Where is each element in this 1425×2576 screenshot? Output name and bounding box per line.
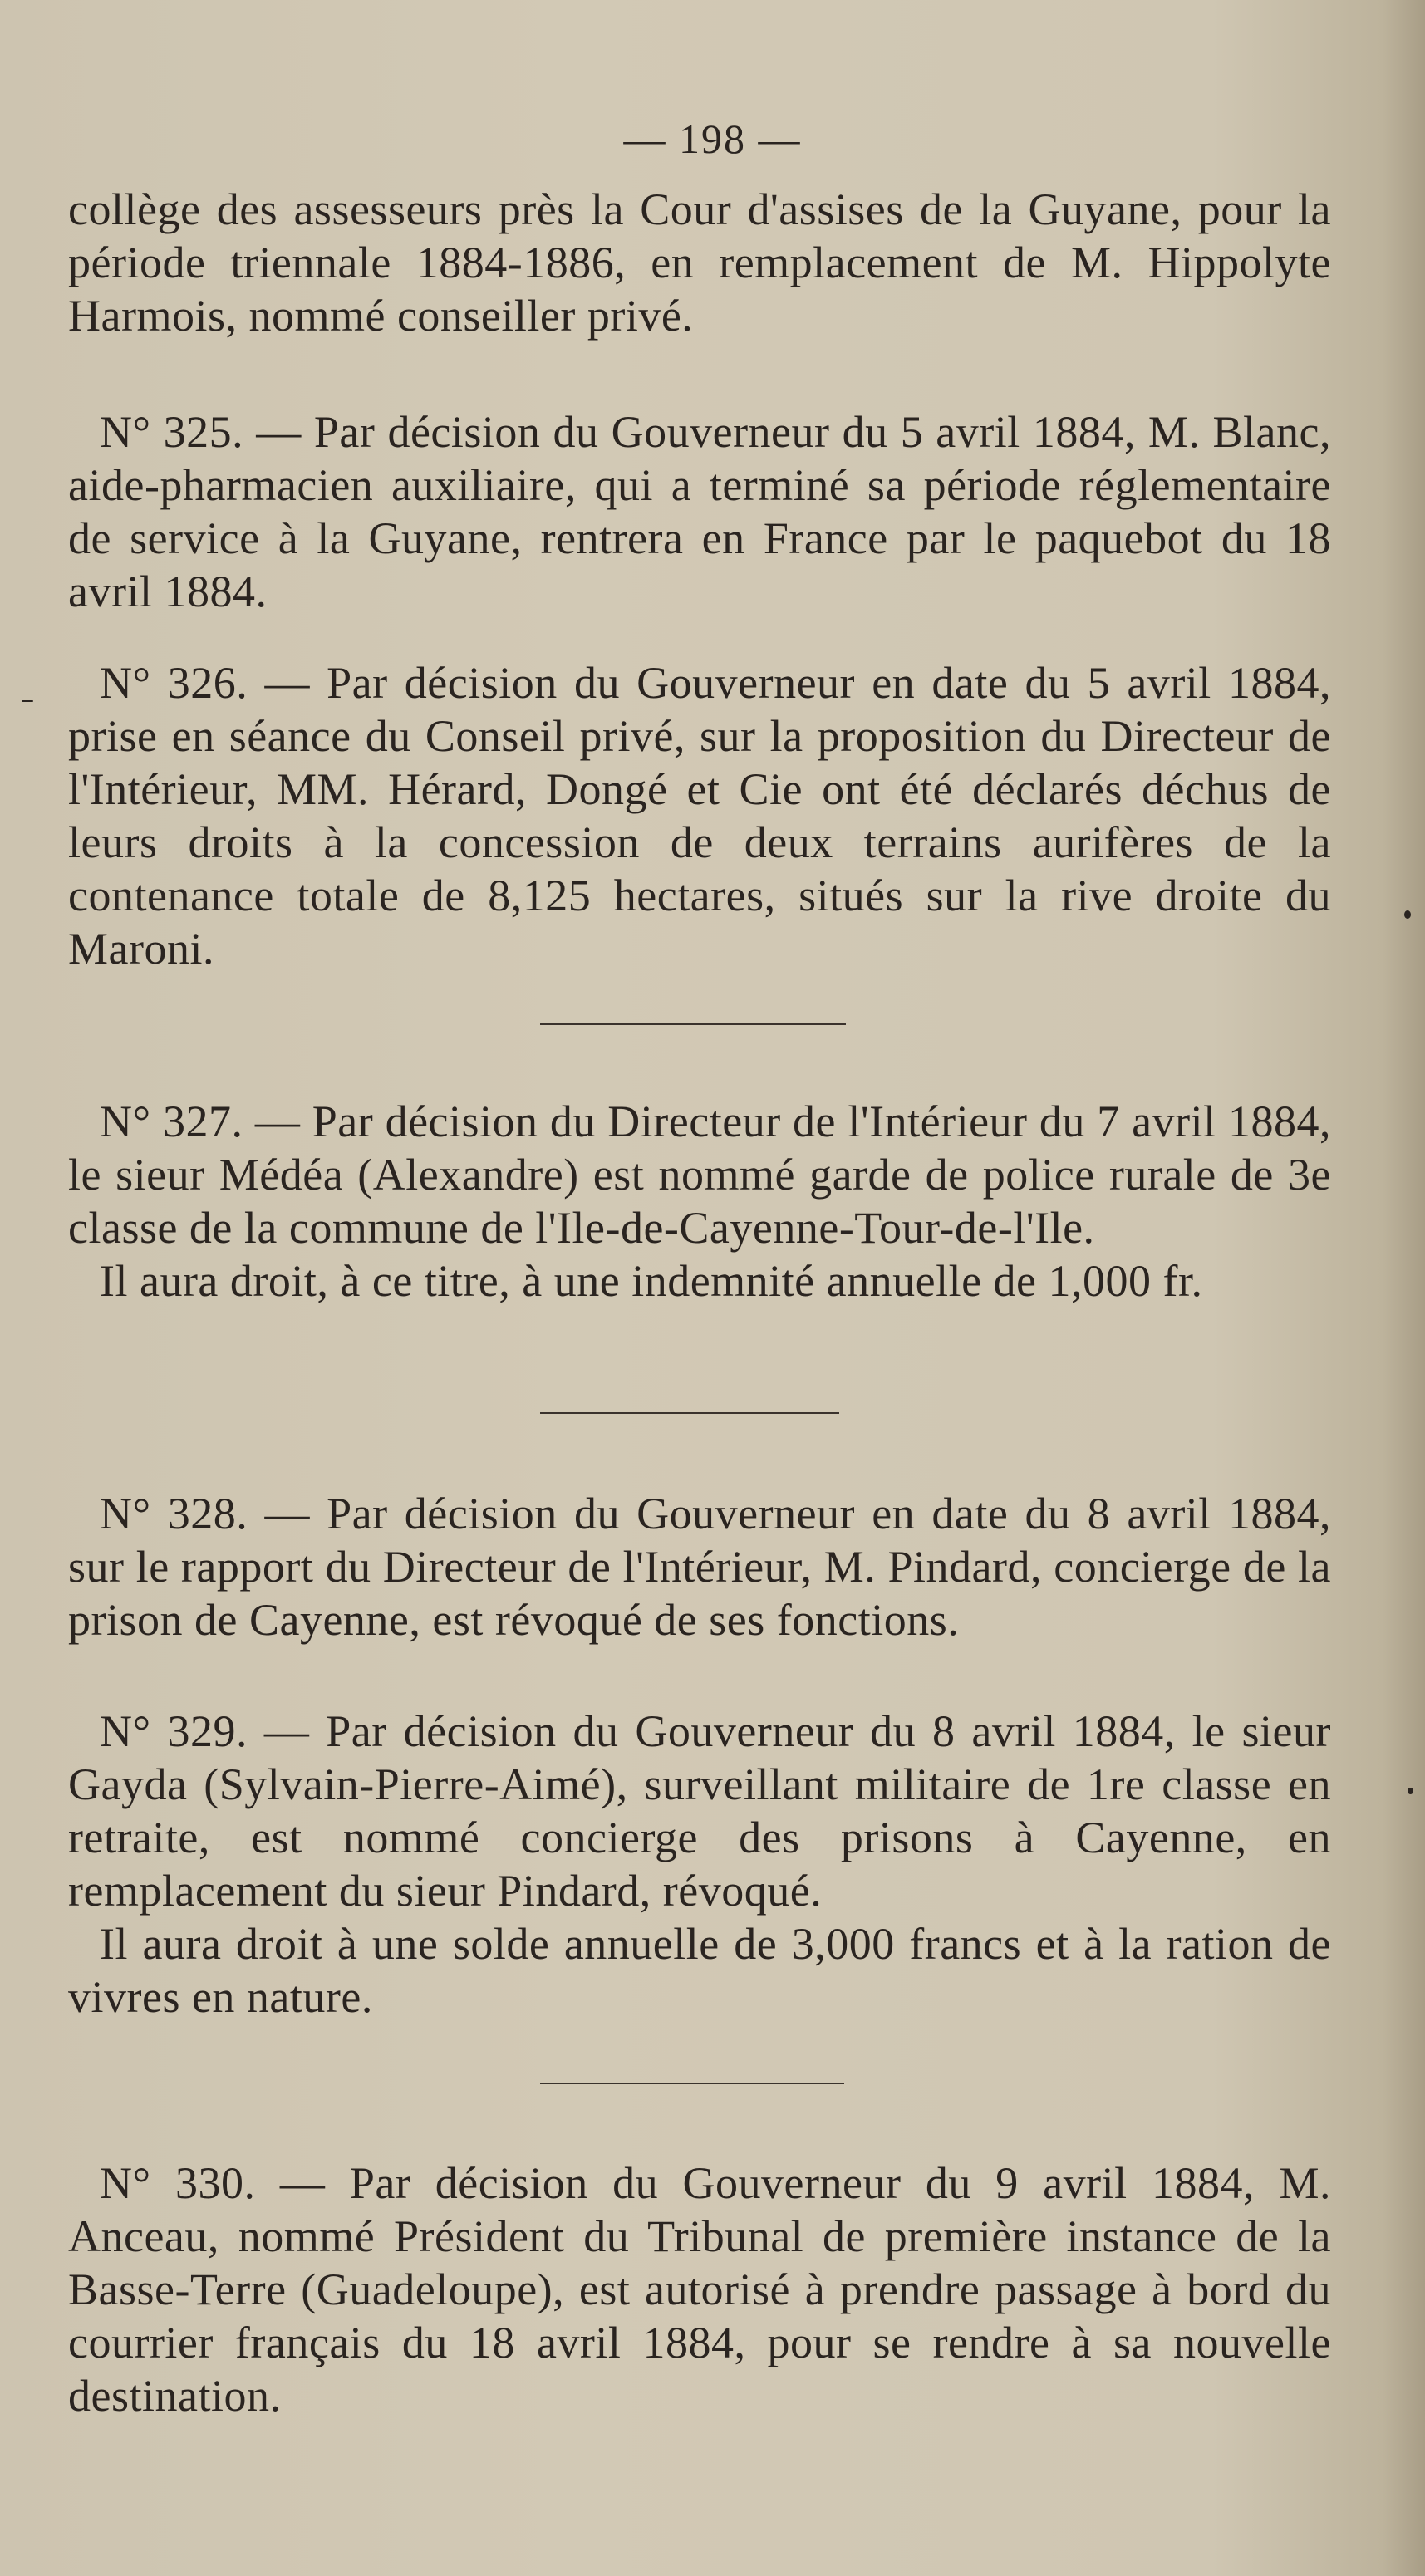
entry-325: [68, 405, 1331, 618]
paragraph: N° 330. — Par décision du Gouverneur du 9 avril 1884, M. Anceau, nommé Président du Tribunal de première instance de la Basse-Terre (Guadeloupe), est autorisé à prendre passage à bord du courrier français du 18 avril 1884, pour se rendre à sa nouvelle destination.: [68, 2158, 1331, 2421]
paragraph: collège des assesseurs près la Cour d'assises de la Guyane, pour la période triennale 1884-1886, en remplacement de M. Hippolyte Harmois, nommé conseiller privé.: [68, 184, 1331, 341]
paragraph: Il aura droit, à ce titre, à une indemnité annuelle de 1,000 fr.: [100, 1256, 1203, 1306]
paragraph: N° 325. — Par décision du Gouverneur du 5 avril 1884, M. Blanc, aide-pharmacien auxiliaire, qui a terminé sa période réglementaire de service à la Guyane, rentrera en France par le paquebot du 18 avril 1884.: [68, 407, 1331, 616]
paragraph: N° 329. — Par décision du Gouverneur du 8 avril 1884, le sieur Gayda (Sylvain-Pierre-Aimé), surveillant militaire de 1re classe en retraite, est nommé concierge des prisons à Cayenne, en remplacement du sieur Pindard, révoqué.: [68, 1706, 1331, 1916]
entry-327: [68, 1095, 1331, 1308]
ink-speck: [1404, 910, 1411, 919]
paragraph: N° 328. — Par décision du Gouverneur en date du 8 avril 1884, sur le rapport du Directeur de l'Intérieur, M. Pindard, concierge de la prison de Cayenne, est révoqué de ses fonctions.: [68, 1489, 1331, 1645]
ink-speck: [22, 700, 33, 702]
entry-328: [68, 1487, 1331, 1646]
entry-326: [68, 656, 1331, 975]
page-number: — 198 —: [623, 115, 802, 162]
entry-330: [68, 2156, 1331, 2422]
paragraph: N° 327. — Par décision du Directeur de l'Intérieur du 7 avril 1884, le sieur Médéa (Alexandre) est nommé garde de police rurale de 3e classe de la commune de l'Ile-de-Cayenne-Tour-de-l'Ile.: [68, 1097, 1331, 1253]
separator-rule: [540, 1023, 846, 1025]
paragraph: Il aura droit à une solde annuelle de 3,000 francs et à la ration de vivres en nature.: [68, 1919, 1331, 2022]
ink-speck: [1408, 1788, 1413, 1794]
entry-329: [68, 1705, 1331, 2024]
paragraph: N° 326. — Par décision du Gouverneur en date du 5 avril 1884, prise en séance du Conseil privé, sur la proposition du Directeur de l'Intérieur, MM. Hérard, Dongé et Cie ont été déclarés déchus de leurs droits à la concession de deux terrains aurifères de la contenance totale de 8,125 hectares, situés sur la rive droite du Maroni.: [68, 658, 1331, 974]
separator-rule: [540, 1412, 839, 1414]
entry-continuation: [68, 183, 1331, 342]
separator-rule: [540, 2083, 844, 2084]
